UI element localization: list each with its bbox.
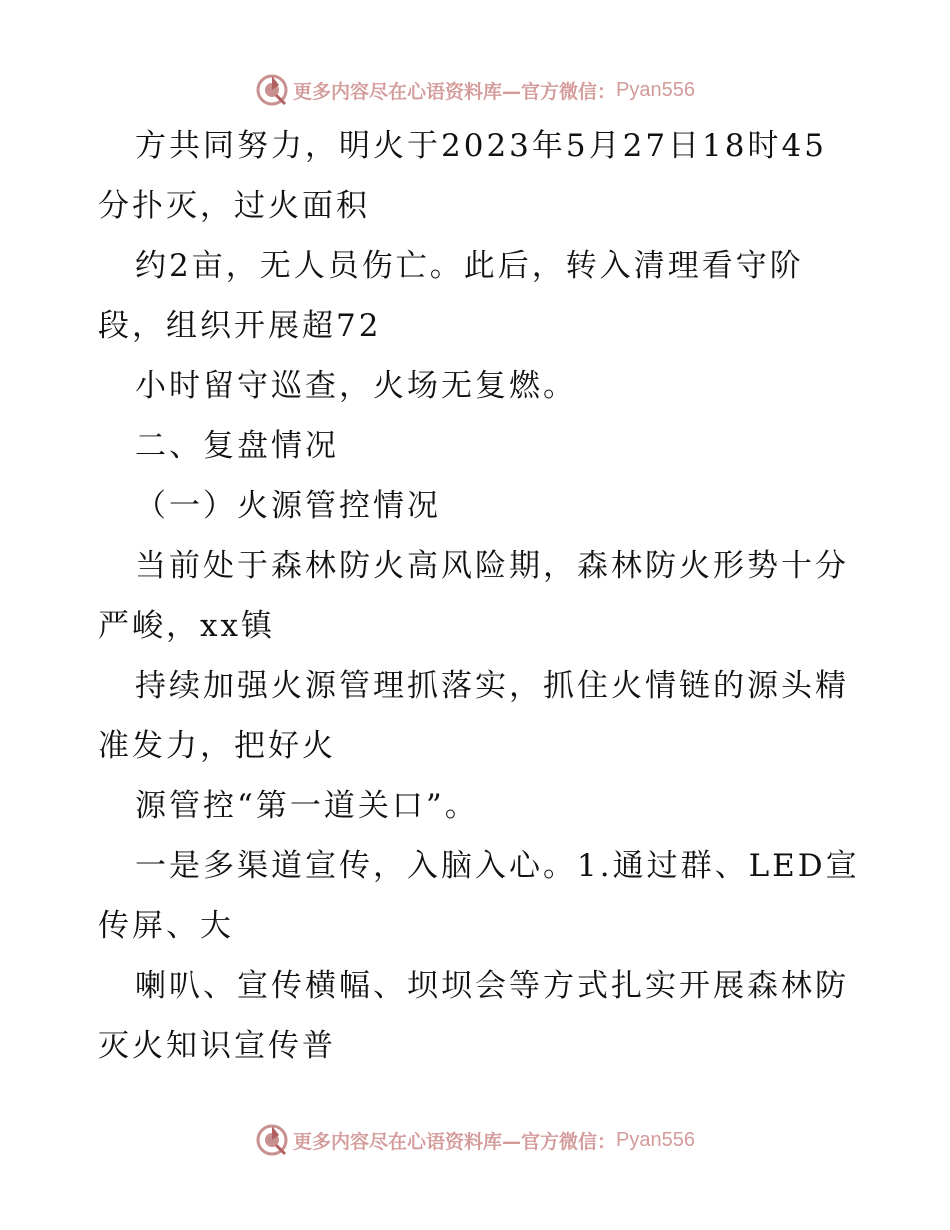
text-line: 当前处于森林防火高风险期，森林防火形势十分 — [135, 548, 849, 584]
text-line: 分扑灭，过火面积 — [98, 188, 370, 224]
text-line: 传屏、大 — [98, 908, 234, 944]
text-line: 持续加强火源管理抓落实，抓住火情链的源头精 — [135, 668, 849, 704]
section-heading: 二、复盘情况 — [135, 428, 339, 464]
watermark-text: 更多内容尽在心语资料库—官方微信： — [293, 1130, 617, 1153]
logo-icon — [255, 1123, 289, 1157]
footer-watermark — [0, 1120, 950, 1160]
logo-icon — [255, 73, 289, 107]
text-line: 喇叭、宣传横幅、坝坝会等方式扎实开展森林防 — [135, 968, 849, 1004]
watermark-wechat-id: Pyan556 — [616, 78, 695, 101]
header-watermark — [0, 70, 950, 110]
watermark-wechat-id: Pyan556 — [616, 1128, 695, 1151]
text-line: 约2亩，无人员伤亡。此后，转入清理看守阶 — [135, 248, 804, 284]
text-line: 源管控“第一道关口”。 — [135, 788, 479, 824]
text-line: 小时留守巡查，火场无复燃。 — [135, 368, 577, 404]
text-line: 灭火知识宣传普 — [98, 1028, 336, 1064]
text-line: 准发力，把好火 — [98, 728, 336, 764]
text-line: 段，组织开展超72 — [98, 308, 382, 344]
text-line: 方共同努力，明火于2023年5月27日18时45 — [135, 128, 827, 164]
text-line: 一是多渠道宣传，入脑入心。1.通过群、LED宣 — [135, 848, 860, 884]
watermark-text: 更多内容尽在心语资料库—官方微信： — [293, 80, 617, 103]
text-line: 严峻，xx镇 — [98, 608, 275, 644]
subsection-heading: （一）火源管控情况 — [135, 488, 441, 524]
